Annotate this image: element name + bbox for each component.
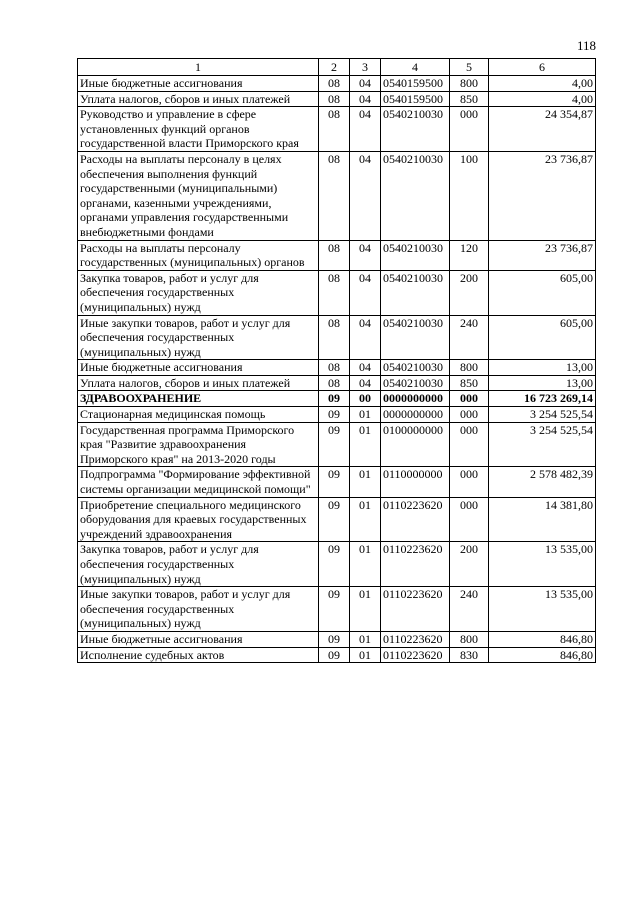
table-row — [78, 391, 596, 407]
amount-cell: 605,00 — [489, 315, 596, 360]
expense-type-cell: 800 — [450, 631, 489, 647]
amount-cell: 13,00 — [489, 375, 596, 391]
table-row — [78, 375, 596, 391]
expense-type-cell: 850 — [450, 91, 489, 107]
amount-cell: 14 381,80 — [489, 497, 596, 542]
page-number: 118 — [576, 38, 596, 53]
name-cell: Иные бюджетные ассигнования — [78, 360, 319, 376]
amount-cell: 16 723 269,14 — [489, 391, 596, 407]
name-cell: Иные бюджетные ассигнования — [78, 631, 319, 647]
section-cell: 08 — [319, 151, 350, 240]
target-code-cell: 0000000000 — [381, 407, 450, 423]
name-cell: Уплата налогов, сборов и иных платежей — [78, 91, 319, 107]
subsection-cell: 04 — [350, 360, 381, 376]
table-body — [78, 76, 596, 663]
name-cell: Иные бюджетные ассигнования — [78, 76, 319, 92]
header-col-4: 4 — [381, 59, 450, 76]
subsection-cell: 04 — [350, 91, 381, 107]
table-row — [78, 91, 596, 107]
target-code-cell: 0540210030 — [381, 107, 450, 152]
section-cell: 08 — [319, 91, 350, 107]
amount-cell: 13 535,00 — [489, 587, 596, 632]
name-cell: Исполнение судебных актов — [78, 647, 319, 663]
target-code-cell: 0110223620 — [381, 542, 450, 587]
amount-cell: 23 736,87 — [489, 151, 596, 240]
expense-type-cell: 850 — [450, 375, 489, 391]
expense-type-cell: 240 — [450, 587, 489, 632]
name-cell: Закупка товаров, работ и услуг для обеспечения государственных (муниципальных) нужд — [78, 542, 319, 587]
expense-type-cell: 120 — [450, 240, 489, 270]
target-code-cell: 0540210030 — [381, 270, 450, 315]
subsection-cell: 04 — [350, 375, 381, 391]
section-cell: 09 — [319, 422, 350, 467]
table-row — [78, 407, 596, 423]
expense-type-cell: 800 — [450, 360, 489, 376]
section-cell: 08 — [319, 76, 350, 92]
subsection-cell: 04 — [350, 315, 381, 360]
target-code-cell: 0100000000 — [381, 422, 450, 467]
expense-type-cell: 200 — [450, 542, 489, 587]
subsection-cell: 00 — [350, 391, 381, 407]
target-code-cell: 0540210030 — [381, 151, 450, 240]
section-cell: 09 — [319, 587, 350, 632]
expense-type-cell: 000 — [450, 107, 489, 152]
subsection-cell: 01 — [350, 647, 381, 663]
amount-cell: 846,80 — [489, 647, 596, 663]
subsection-cell: 01 — [350, 407, 381, 423]
expense-type-cell: 000 — [450, 391, 489, 407]
name-cell: Расходы на выплаты персоналу в целях обеспечения выполнения функций государственными (муниципальными) органами, казенными учреждениями, органами управления государственными внебюджетными фондами — [78, 151, 319, 240]
section-cell: 09 — [319, 631, 350, 647]
header-col-2: 2 — [319, 59, 350, 76]
name-cell: Закупка товаров, работ и услуг для обеспечения государственных (муниципальных) нужд — [78, 270, 319, 315]
name-cell: Расходы на выплаты персоналу государственных (муниципальных) органов — [78, 240, 319, 270]
expense-type-cell: 800 — [450, 76, 489, 92]
name-cell: Приобретение специального медицинского оборудования для краевых государственных учреждений здравоохранения — [78, 497, 319, 542]
subsection-cell: 04 — [350, 107, 381, 152]
amount-cell: 4,00 — [489, 91, 596, 107]
section-cell: 09 — [319, 407, 350, 423]
target-code-cell: 0110223620 — [381, 647, 450, 663]
amount-cell: 13,00 — [489, 360, 596, 376]
section-cell: 08 — [319, 240, 350, 270]
target-code-cell: 0110000000 — [381, 467, 450, 497]
amount-cell: 4,00 — [489, 76, 596, 92]
subsection-cell: 01 — [350, 467, 381, 497]
section-cell: 09 — [319, 391, 350, 407]
section-cell: 08 — [319, 375, 350, 391]
subsection-cell: 01 — [350, 587, 381, 632]
target-code-cell: 0540210030 — [381, 240, 450, 270]
name-cell: Руководство и управление в сфере установленных функций органов государственной власти Приморского края — [78, 107, 319, 152]
amount-cell: 3 254 525,54 — [489, 407, 596, 423]
subsection-cell: 01 — [350, 422, 381, 467]
table-row — [78, 647, 596, 663]
amount-cell: 24 354,87 — [489, 107, 596, 152]
table-row — [78, 76, 596, 92]
target-code-cell: 0110223620 — [381, 631, 450, 647]
name-cell: Иные закупки товаров, работ и услуг для обеспечения государственных (муниципальных) нужд — [78, 315, 319, 360]
section-cell: 08 — [319, 270, 350, 315]
table-row — [78, 422, 596, 467]
expense-type-cell: 200 — [450, 270, 489, 315]
name-cell: Стационарная медицинская помощь — [78, 407, 319, 423]
table-row — [78, 270, 596, 315]
section-cell: 08 — [319, 315, 350, 360]
table-row — [78, 107, 596, 152]
table-row — [78, 542, 596, 587]
section-cell: 09 — [319, 497, 350, 542]
table-row — [78, 497, 596, 542]
target-code-cell: 0000000000 — [381, 391, 450, 407]
section-cell: 09 — [319, 647, 350, 663]
section-cell: 08 — [319, 360, 350, 376]
amount-cell: 3 254 525,54 — [489, 422, 596, 467]
expense-type-cell: 000 — [450, 422, 489, 467]
name-cell: Уплата налогов, сборов и иных платежей — [78, 375, 319, 391]
target-code-cell: 0540210030 — [381, 375, 450, 391]
subsection-cell: 04 — [350, 151, 381, 240]
table-header-row — [78, 59, 596, 76]
expense-type-cell: 830 — [450, 647, 489, 663]
expense-type-cell: 240 — [450, 315, 489, 360]
table-row — [78, 315, 596, 360]
subsection-cell: 01 — [350, 497, 381, 542]
target-code-cell: 0110223620 — [381, 497, 450, 542]
table-row — [78, 467, 596, 497]
target-code-cell: 0540210030 — [381, 315, 450, 360]
expense-type-cell: 000 — [450, 497, 489, 542]
name-cell: Иные закупки товаров, работ и услуг для обеспечения государственных (муниципальных) нужд — [78, 587, 319, 632]
header-col-6: 6 — [489, 59, 596, 76]
section-cell: 09 — [319, 467, 350, 497]
section-cell: 08 — [319, 107, 350, 152]
table-row — [78, 240, 596, 270]
subsection-cell: 04 — [350, 76, 381, 92]
subsection-cell: 04 — [350, 240, 381, 270]
amount-cell: 23 736,87 — [489, 240, 596, 270]
table-row — [78, 151, 596, 240]
header-col-3: 3 — [350, 59, 381, 76]
amount-cell: 2 578 482,39 — [489, 467, 596, 497]
target-code-cell: 0540159500 — [381, 76, 450, 92]
expense-type-cell: 000 — [450, 407, 489, 423]
budget-table — [77, 58, 596, 663]
name-cell: Государственная программа Приморского края "Развитие здравоохранения Приморского края" на 2013-2020 годы — [78, 422, 319, 467]
name-cell: ЗДРАВООХРАНЕНИЕ — [78, 391, 319, 407]
amount-cell: 13 535,00 — [489, 542, 596, 587]
amount-cell: 846,80 — [489, 631, 596, 647]
expense-type-cell: 000 — [450, 467, 489, 497]
header-col-5: 5 — [450, 59, 489, 76]
subsection-cell: 01 — [350, 631, 381, 647]
table-row — [78, 631, 596, 647]
name-cell: Подпрограмма "Формирование эффективной системы организации медицинской помощи" — [78, 467, 319, 497]
subsection-cell: 01 — [350, 542, 381, 587]
header-col-1: 1 — [78, 59, 319, 76]
target-code-cell: 0540210030 — [381, 360, 450, 376]
target-code-cell: 0540159500 — [381, 91, 450, 107]
section-cell: 09 — [319, 542, 350, 587]
target-code-cell: 0110223620 — [381, 587, 450, 632]
table-row — [78, 587, 596, 632]
expense-type-cell: 100 — [450, 151, 489, 240]
table-row — [78, 360, 596, 376]
amount-cell: 605,00 — [489, 270, 596, 315]
subsection-cell: 04 — [350, 270, 381, 315]
